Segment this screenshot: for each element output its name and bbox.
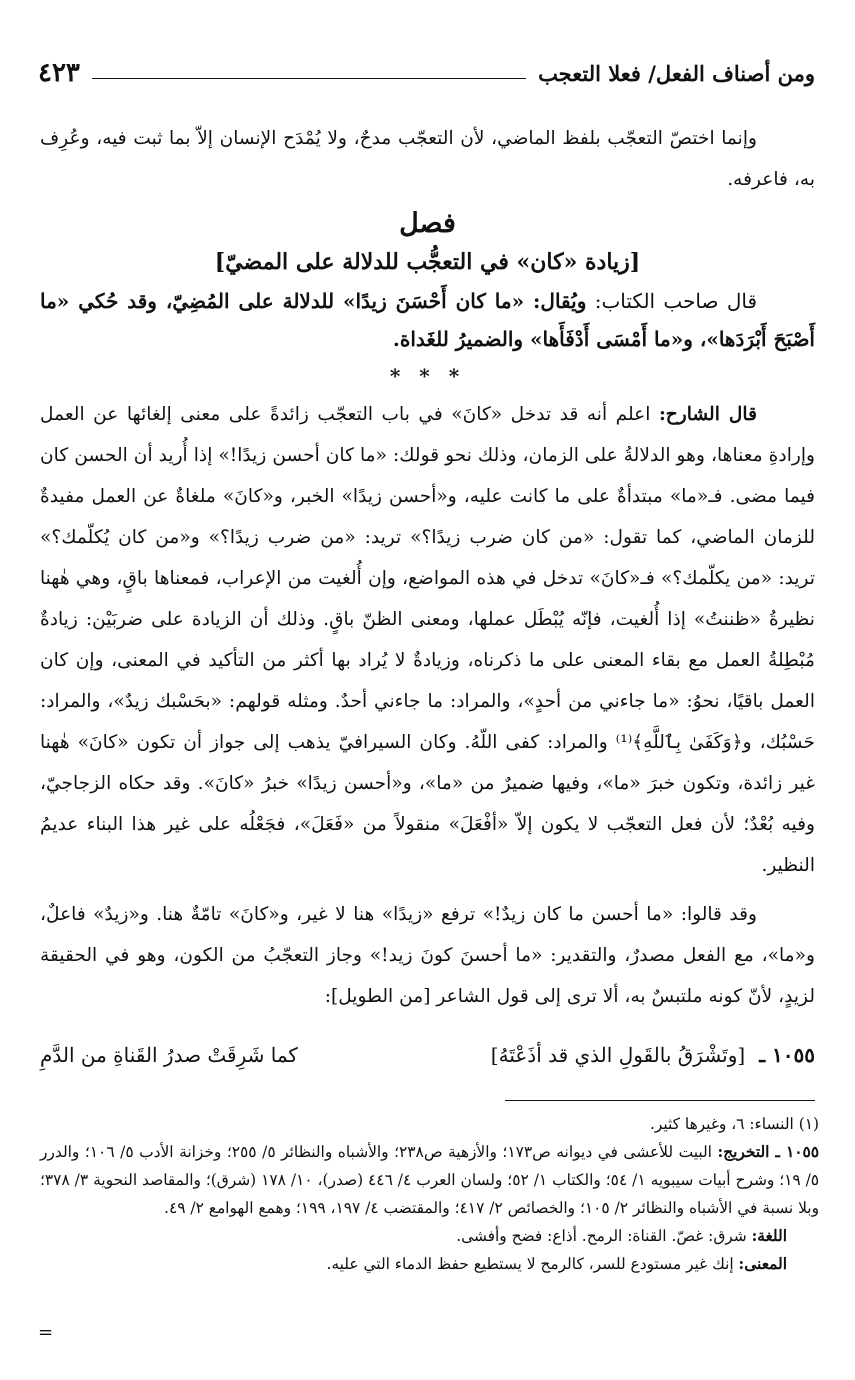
verse-second-hemistich: كما شَرِقَتْ صدرُ القَناةِ من الدَّمِ [40, 1043, 298, 1067]
footnote-1: (١) النساء: ٦، وغيرها كثير. [649, 1115, 819, 1133]
margin-mark: = [38, 1322, 54, 1343]
poetry-verse [40, 1035, 815, 1076]
page-number: ٤٢٣ [38, 58, 80, 88]
chapter-title: ومن أصناف الفعل/ فعلا التعجب [538, 60, 815, 86]
running-header [38, 52, 815, 94]
footnote-maana [40, 1250, 819, 1278]
takhrij-text: البيت للأعشى في ديوانه ص١٧٣؛ والأزهية ص٢٣٨؛ والأشباه والنظائر ٥/ ٢٥٥؛ وخزانة الأدب ٥/ ١٠٦؛ والدرر ٥/ ١٩؛ وشرح أبيات سيبويه ١/ ٥٤؛ والكتاب ١/ ٥٢؛ ولسان العرب ٤/ ٤٤٦ (صدر)، ١٠/ ١٧٨ (شرق)؛ والمقاصد النحوية ٣/ ٣٧٨؛ وبلا نسبة في الأشباه والنظائر ٢/ ١٠٥؛ والخصائص ٢/ ٤١٧؛ والمقتضب ٤/ ١٩٧، ١٩٩؛ وهمع الهوامع ٢/ ٤٩. [40, 1143, 820, 1217]
footnotes [40, 1110, 819, 1278]
footnote-lugha [40, 1222, 819, 1250]
maana-label: المعنى: [738, 1255, 787, 1273]
takhrij-label: ١٠٥٥ ـ التخريج: [717, 1143, 820, 1161]
author-quote-text: ويُقال: «ما كان أَحْسَنَ زيدًا» للدلالة على المُضِيّ، وقد حُكي «ما أَصْبَحَ أَبْرَدَها»، و«ما أَمْسَى أَدْفَأَها» والضميرُ للغَداة. [40, 289, 815, 351]
section-title: فصل [399, 208, 456, 239]
verse-first-hemistich: [وتَشْرَقُ بالقَولِ الذي قد أذَعْتَهُ] [490, 1043, 746, 1067]
verse-number: ١٠٥٥ ـ [759, 1043, 815, 1067]
commentary-paragraph-2: وقد قالوا: «ما أحسن ما كان زيدٌ!» ترفع «زيدًا» هنا لا غير، و«كانَ» تامّةٌ هنا. و«زيدٌ» فاعلٌ، و«ما»، مع الفعل مصدرٌ، والتقدير: «ما أحسنَ كونَ زيد!» وجاز التعجّبُ من الكون، وهو في الحقيقة لزيدٍ، لأنّ كونه ملتبسٌ به، ألا ترى إلى قول الشاعر [من الطويل]: [40, 904, 815, 1007]
commentary-label: قال الشارح: [658, 404, 757, 425]
author-quote-label: قال صاحب الكتاب: [594, 289, 758, 313]
footnote-takhrij [40, 1138, 819, 1222]
footnote-divider [505, 1100, 815, 1101]
commentary-paragraph-1 [40, 394, 815, 886]
lugha-text: شرق: غصّ. القناة: الرمح. أذاع: فضح وأفشى. [456, 1227, 747, 1245]
author-quote [40, 282, 815, 358]
header-rule [92, 78, 526, 79]
commentary-text-1: اعلم أنه قد تدخل «كانَ» في باب التعجّب زائدةً على معنى إلغائها عن العمل وإرادةِ معناها، وهو الدلالةُ على الزمان، وذلك نحو قولك: «ما كان أحسن زيدًا!» إذا أُريد أن الحسن كان فيما مضى. فـ«ما» مبتدأةٌ على ما كانت عليه، و«أحسن زيدًا» الخبر، و«كانَ» ملغاةٌ عن العمل مفيدةٌ للزمان الماضي، كما تقول: «من كان ضرب زيدًا؟» تريد: «من ضرب زيدًا؟» و«من كان يُكلّمك؟» تريد: «من يكلّمك؟» فـ«كانَ» تدخل في هذه المواضع، وإن أُلغيت من الإعراب، فمعناها باقٍ، وهي هٰهنا نظيرةُ «ظننتُ» إذا أُلغيت، فإنّه يُبْطَل عملها، ومعنى الظنّ باقٍ. وذلك أن الزيادة على ضربَيْن: زيادةٌ مُبْطِلةُ العمل مع بقاء المعنى على ما ذكرناه، وزيادةٌ لا يُراد بها أكثر من التأكيد في المعنى، وإن كان العمل باقيًا، نحوُ: «ما جاءني من أحدٍ»، والمراد: ما جاءني أحدٌ. ومثله قولهم: «بحَسْبك زيدٌ»، والمراد: حَسْبُك، و﴿وَكَفَىٰ بِٱللَّهِ﴾⁽¹⁾ والمراد: كفى اللّهُ. وكان السيرافيّ يذهب إلى جواز أن تكون «كانَ» هٰهنا غير زائدة، وتكون خبرَ «ما»، وفيها ضميرٌ من «ما»، و«أحسن زيدًا» خبرُ «كانَ». وقد حكاه الزجاجيّ، وفيه بُعْدٌ؛ لأن فعل التعجّب لا يكون إلاّ «أفْعَلَ» منقولاً من «فَعَلَ»، فجَعْلُه على غير هذا البناء عديمُ النظير. [40, 404, 815, 876]
intro-paragraph: وإنما اختصّ التعجّب بلفظ الماضي، لأن التعجّب مدحٌ، ولا يُمْدَح الإنسان إلاّ بما ثبت فيه، وعُرِف به، فاعرفه. [40, 128, 815, 190]
separator-stars: * * * [389, 364, 466, 388]
main-text [40, 118, 815, 1076]
maana-text: إنك غير مستودع للسر، كالرمح لا يستطيع حفظ الدماء التي عليه. [326, 1255, 734, 1273]
section-subtitle: [زيادة «كان» في التعجُّب للدلالة على المضيّ] [214, 249, 641, 275]
lugha-label: اللغة: [751, 1227, 787, 1245]
